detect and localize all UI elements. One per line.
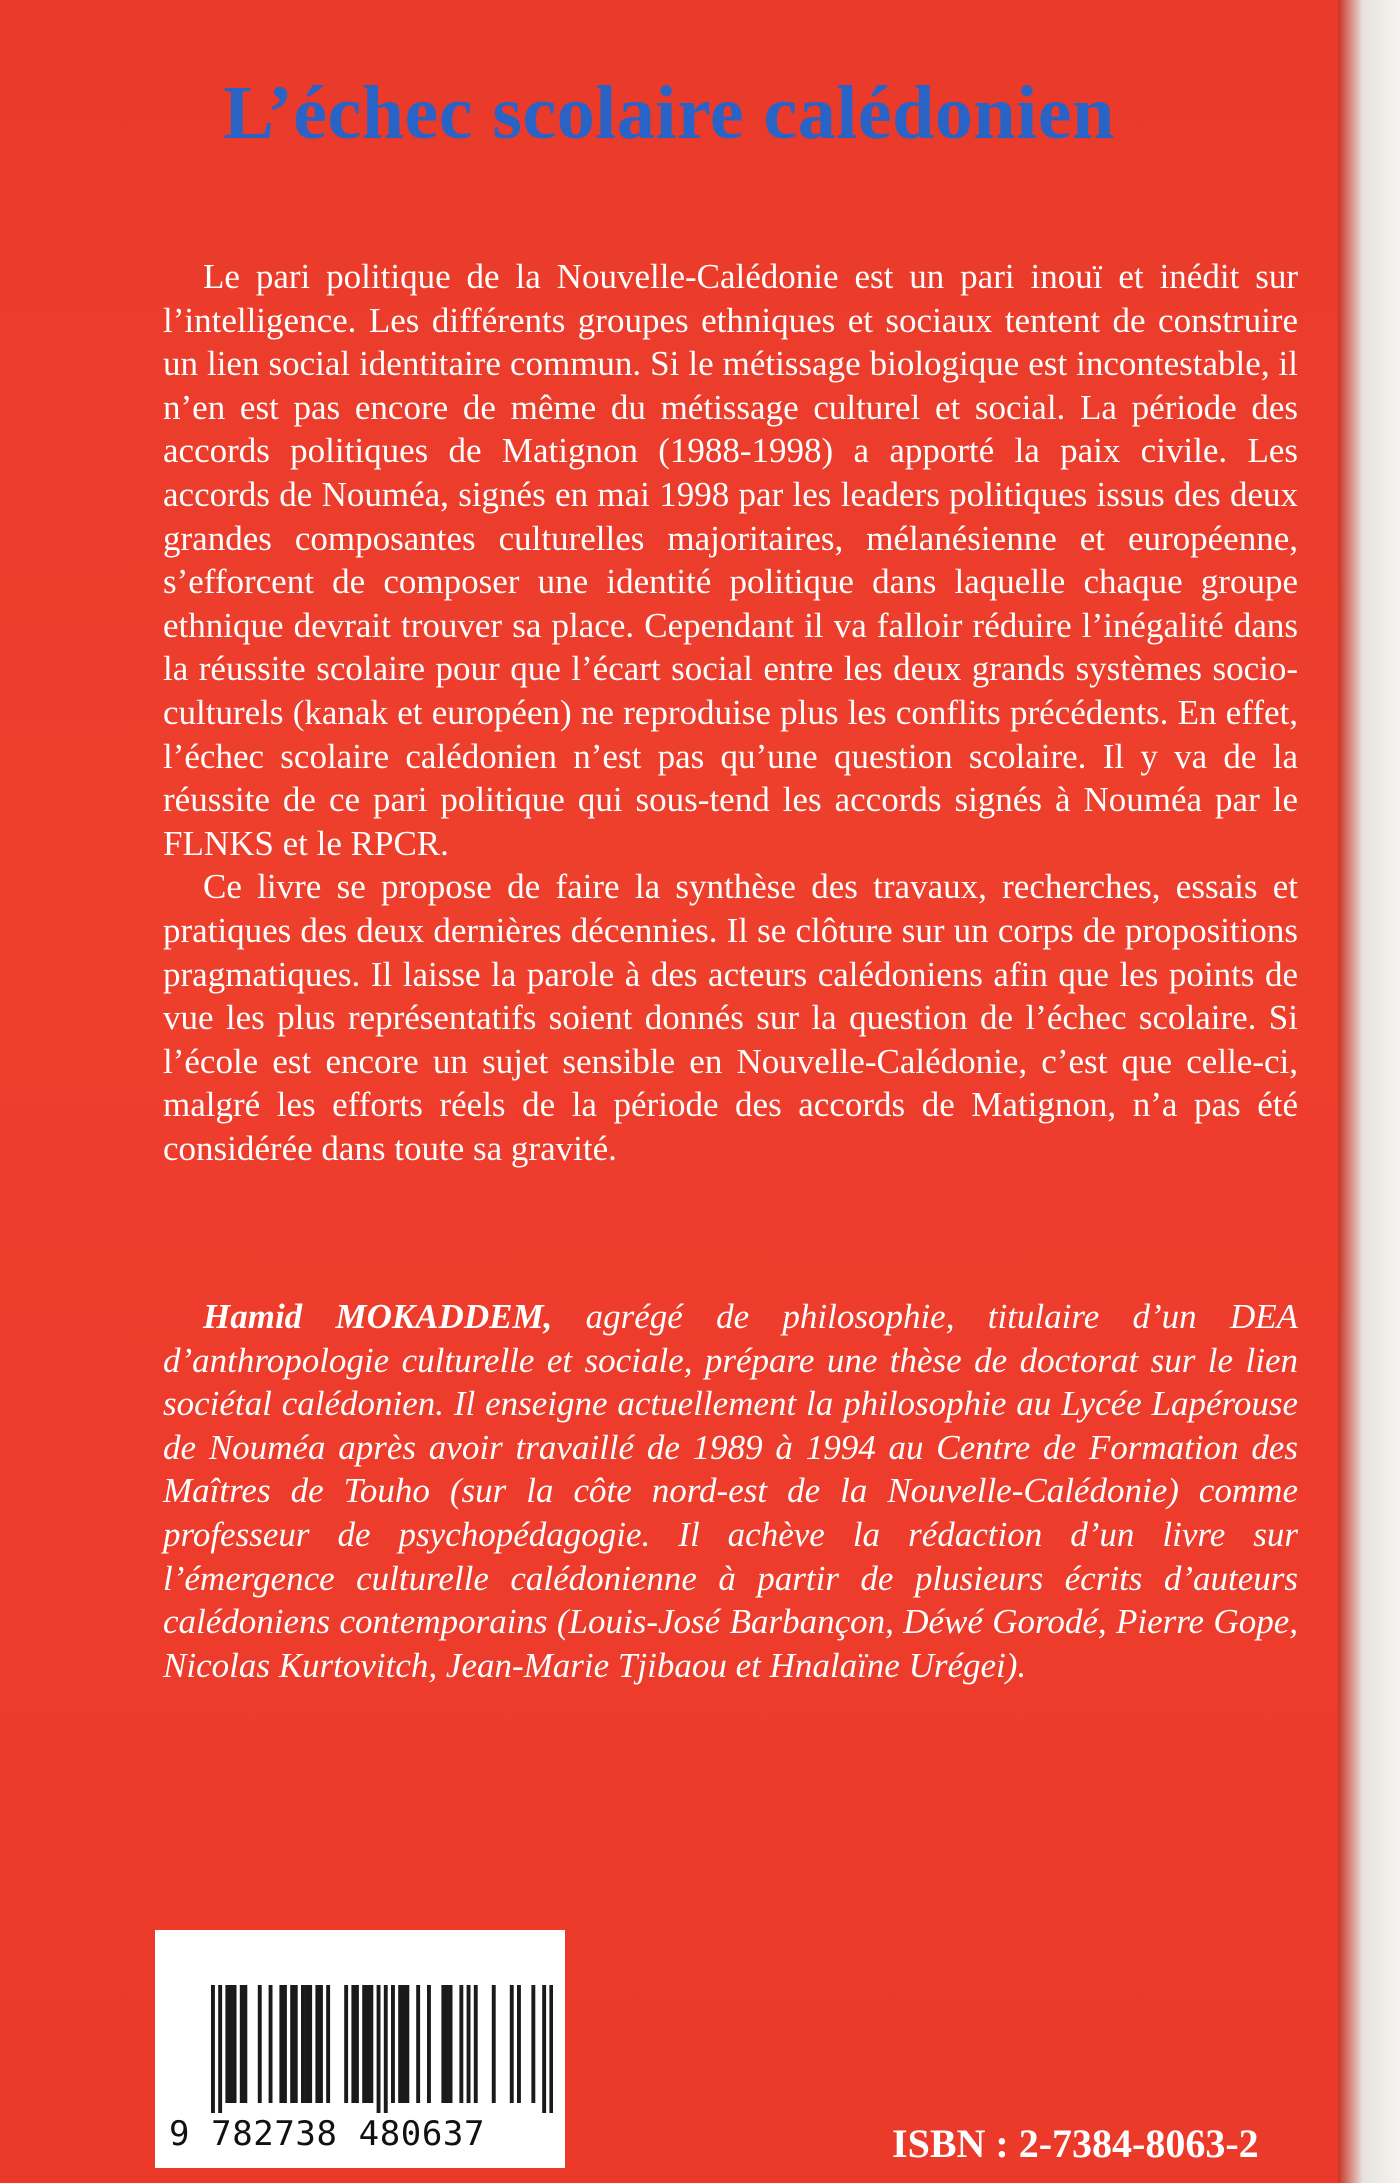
barcode-bar bbox=[240, 1985, 244, 2103]
barcode-bar bbox=[492, 1985, 496, 2103]
barcode-bar bbox=[416, 1985, 420, 2103]
barcode-bar bbox=[233, 1985, 237, 2103]
barcode-bar bbox=[258, 1985, 262, 2103]
barcode-bar bbox=[344, 1985, 348, 2103]
barcode-bar bbox=[391, 1985, 395, 2103]
barcode-bar bbox=[377, 1985, 381, 2113]
barcode-bar bbox=[218, 1985, 222, 2113]
barcode-bar bbox=[549, 1985, 553, 2113]
barcode-bar bbox=[294, 1985, 298, 2103]
barcode-bar bbox=[467, 1985, 471, 2103]
barcode-bar bbox=[290, 1985, 294, 2103]
author-name: Hamid MOKADDEM, bbox=[203, 1297, 553, 1336]
author-bio-paragraph bbox=[163, 1295, 1298, 1687]
barcode-bar bbox=[405, 1985, 409, 2103]
barcode-bar bbox=[305, 1985, 309, 2103]
barcode-bar bbox=[283, 1985, 287, 2103]
barcode-bars bbox=[211, 1985, 553, 2113]
barcode-bar bbox=[279, 1985, 283, 2103]
barcode-bar bbox=[269, 1985, 273, 2103]
barcode-bar bbox=[369, 1985, 373, 2103]
barcode-bar bbox=[402, 1985, 406, 2103]
barcode-bar bbox=[326, 1985, 330, 2103]
isbn-label: ISBN : 2-7384-8063-2 bbox=[892, 2121, 1259, 2166]
barcode-bar bbox=[211, 1985, 215, 2113]
barcode-bar bbox=[229, 1985, 233, 2103]
book-summary bbox=[163, 255, 1298, 1170]
barcode-bar bbox=[398, 1985, 402, 2103]
summary-paragraph-1: Le pari politique de la Nouvelle-Calédonie est un pari inouï et inédit sur l’intelligence. Les différents groupes ethniques et sociaux tentent de construire un lien social identitaire commun. Si le métissage biologique est incontestable, il n’en est pas encore de même du métissage culturel et social. La période des accords politiques de Matignon (1988-1998) a apporté la paix civile. Les accords de Nouméa, signés en mai 1998 par les leaders politiques issus des deux grandes composantes culturelles majoritaires, mélanésienne et européenne, s’efforcent de composer une identité politique dans laquelle chaque groupe ethnique devrait trouver sa place. Cependant il va falloir réduire l’inégalité dans la réussite scolaire pour que l’écart social entre les deux grands systèmes socio-culturels (kanak et européen) ne reproduise plus les conflits précédents. En effet, l’échec scolaire calédonien n’est pas qu’une question scolaire. Il y va de la réussite de ce pari politique qui sous-tend les accords signés à Nouméa par le FLNKS et le RPCR. bbox=[163, 257, 1298, 863]
barcode-bar bbox=[459, 1985, 463, 2103]
barcode-bar bbox=[355, 1985, 359, 2103]
barcode-bar bbox=[542, 1985, 546, 2113]
author-bio-text: agrégé de philosophie, titulaire d’un DEA d’anthropologie culturelle et sociale, prépare une thèse de doctorat sur le lien sociétal calédonien. Il enseigne actuellement la philosophie au Lycée Lapérouse de Nouméa après avoir travaillé de 1989 à 1994 au Centre de Formation des Maîtres de Touho (sur la côte nord-est de la Nouvelle-Calédonie) comme professeur de psychopédagogie. Il achève la rédaction d’un livre sur l’émergence culturelle calédonienne à partir de plusieurs écrits d’auteurs calédoniens contemporains (Louis-José Barbançon, Déwé Gorodé, Pierre Gope, Nicolas Kurtovitch, Jean-Marie Tjibaou et Hnalaïne Urégei). bbox=[163, 1297, 1298, 1685]
barcode-bar bbox=[510, 1985, 514, 2103]
barcode-bar bbox=[351, 1985, 355, 2103]
barcode-bar bbox=[449, 1985, 453, 2103]
barcode-digits: 9 782738 480637 bbox=[169, 2114, 486, 2154]
barcode-bar bbox=[315, 1985, 319, 2103]
barcode-bar bbox=[366, 1985, 370, 2103]
barcode-bar bbox=[362, 1985, 366, 2103]
barcode-bar bbox=[427, 1985, 431, 2103]
barcode-bar bbox=[474, 1985, 478, 2103]
barcode-label bbox=[155, 1930, 565, 2168]
book-title: L’échec scolaire calédonien bbox=[223, 71, 1115, 155]
cover-spine-edge bbox=[1338, 0, 1400, 2183]
barcode-bar bbox=[301, 1985, 305, 2103]
barcode-bar bbox=[531, 1985, 535, 2103]
barcode-bar bbox=[243, 1985, 247, 2103]
barcode-bar bbox=[441, 1985, 445, 2103]
barcode-bar bbox=[225, 1985, 229, 2103]
summary-paragraph-2: Ce livre se propose de faire la synthèse des travaux, recherches, essais et pratiques des deux dernières décennies. Il se clôture sur un corps de propositions pragmatiques. Il laisse la parole à des acteurs calédoniens afin que les points de vue les plus représentatifs soient donnés sur la question de l’échec scolaire. Si l’école est encore un sujet sensible en Nouvelle-Calédonie, c’est que celle-ci, malgré les efforts réels de la période des accords de Matignon, n’a pas été considérée dans toute sa gravité. bbox=[163, 867, 1298, 1168]
barcode-bar bbox=[517, 1985, 521, 2103]
barcode-bar bbox=[308, 1985, 312, 2103]
barcode-bar bbox=[384, 1985, 388, 2113]
barcode-bar bbox=[445, 1985, 449, 2103]
author-bio bbox=[163, 1295, 1298, 1687]
barcode-bar bbox=[319, 1985, 323, 2103]
